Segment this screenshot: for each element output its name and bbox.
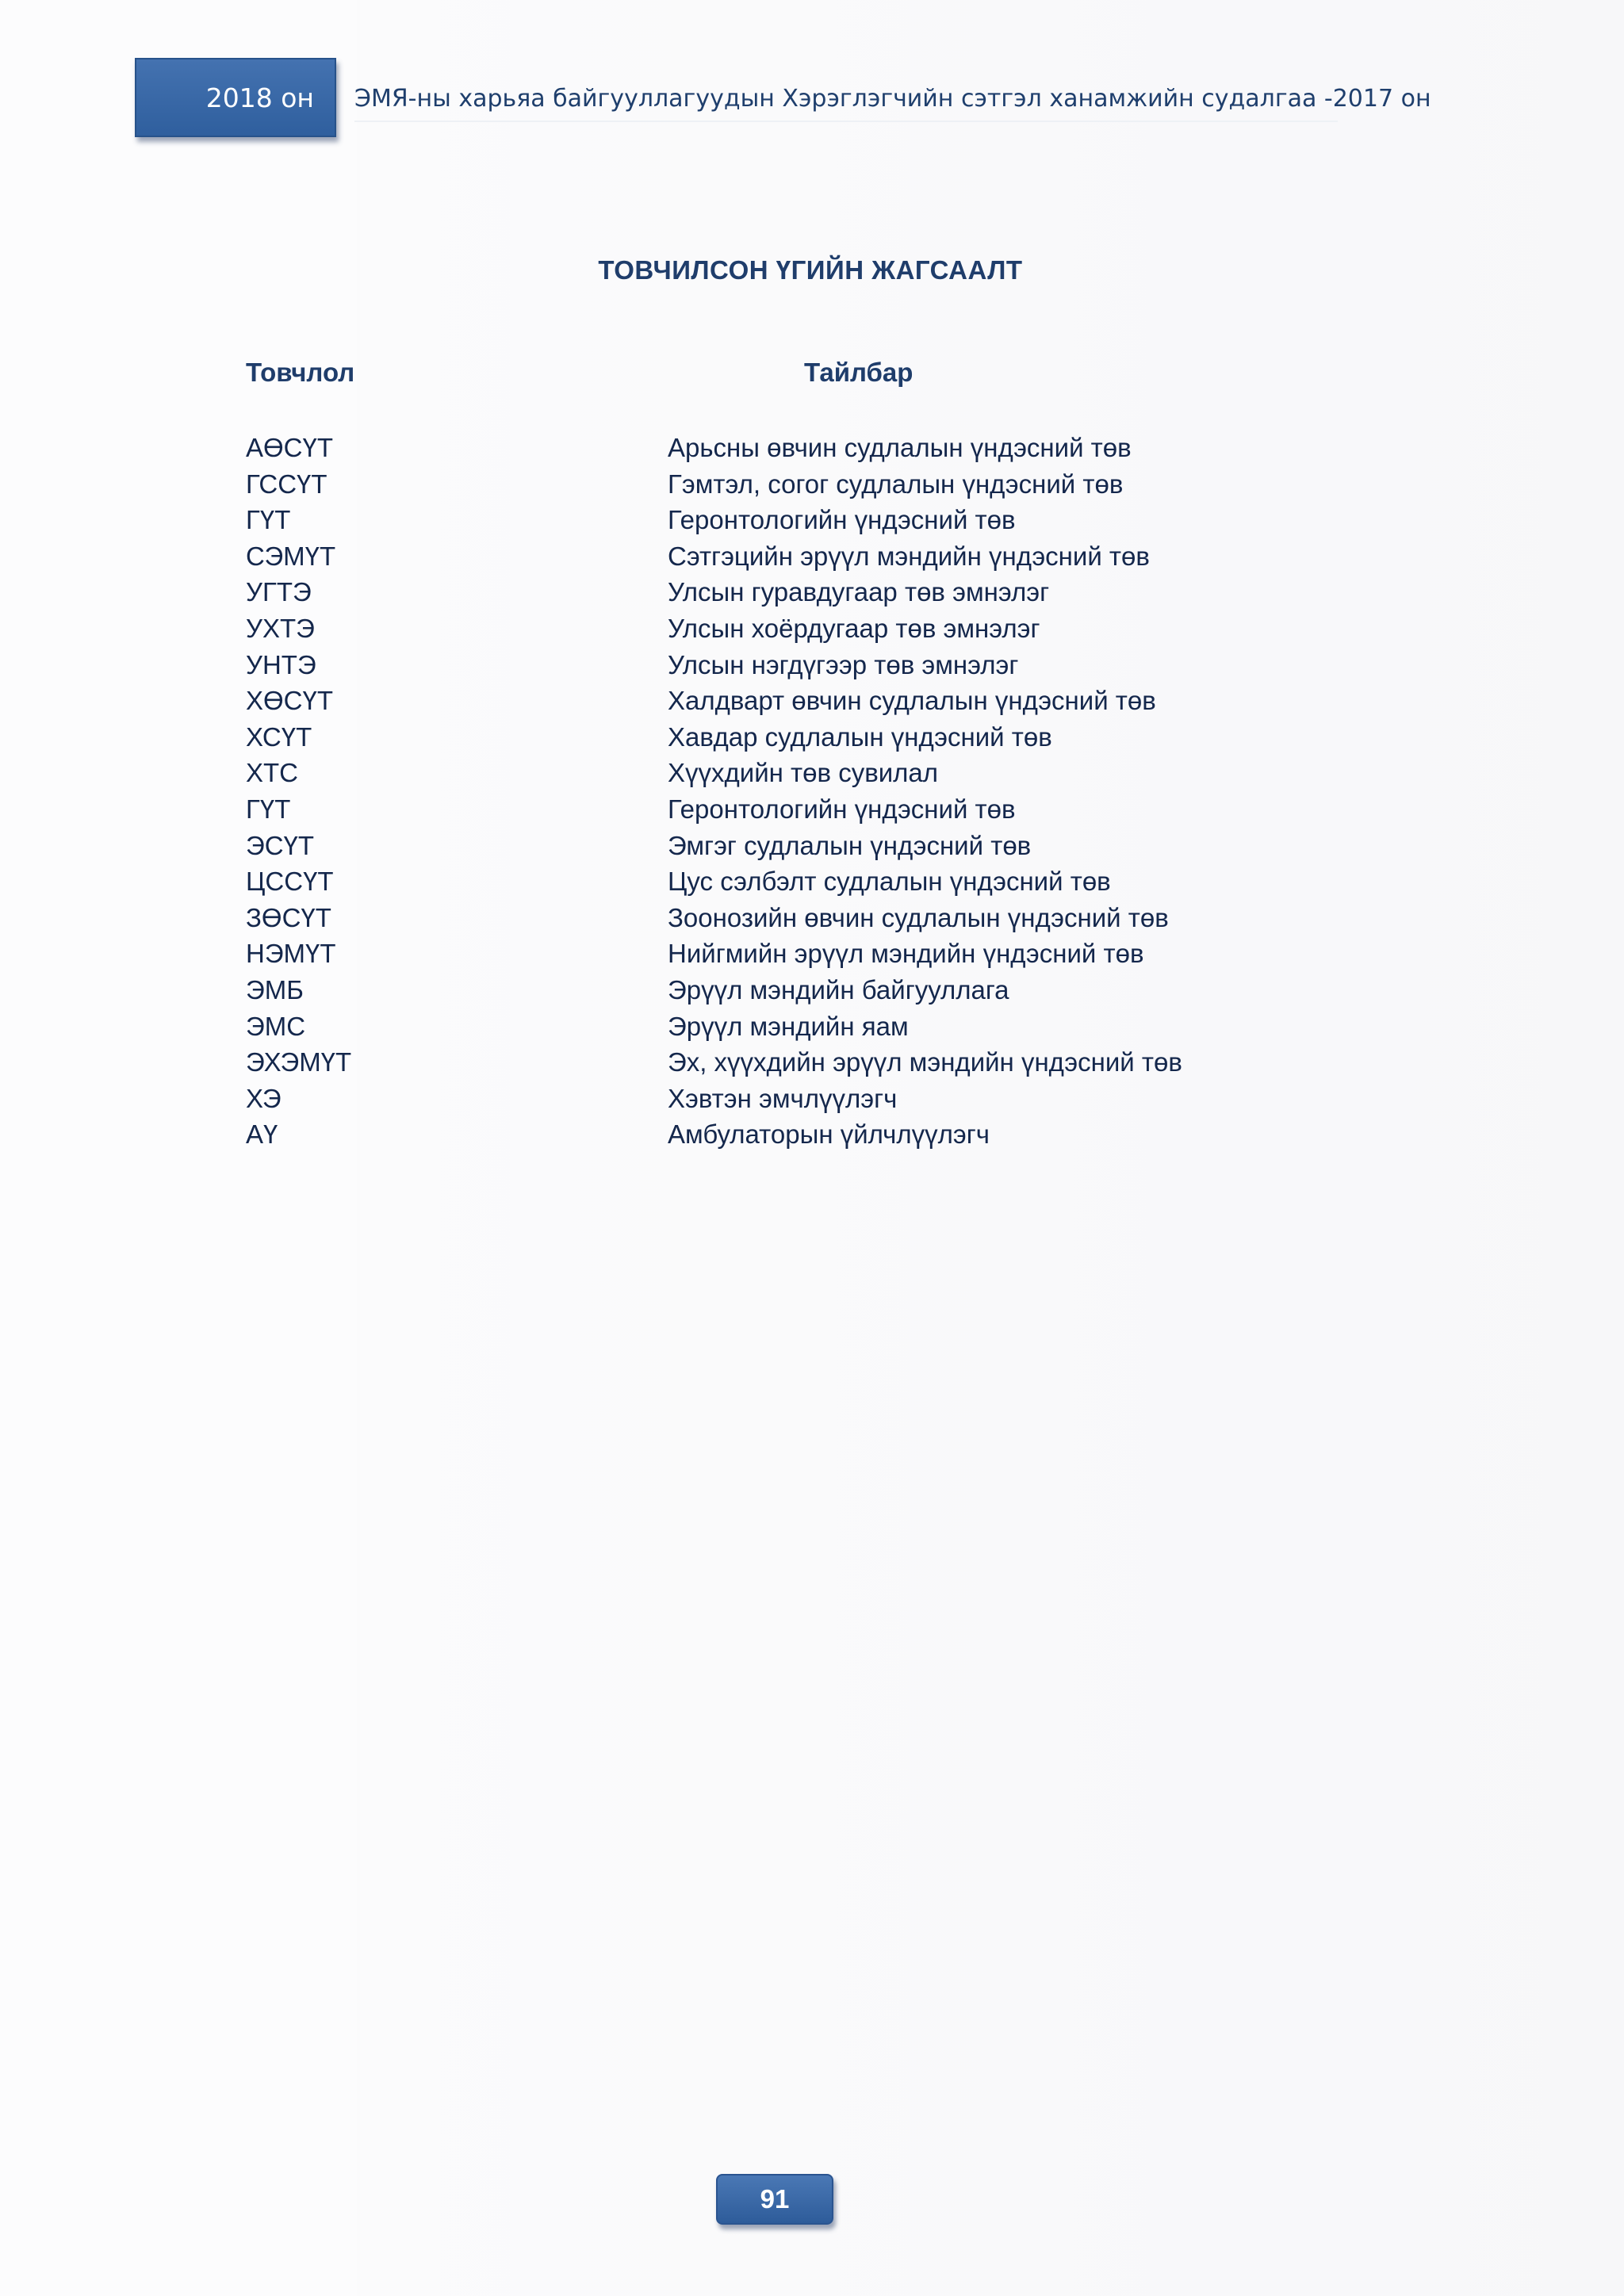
list-item (246, 647, 1515, 683)
abbreviation-definition: Эмгэг судлалын үндэсний төв (668, 830, 1032, 860)
page-number: 91 (760, 2184, 790, 2214)
abbreviation-definition: Арьсны өвчин судлалын үндэсний төв (668, 433, 1132, 462)
abbreviation-term: ХӨСҮТ (246, 686, 334, 716)
abbreviation-term: ЗӨСҮТ (246, 902, 331, 932)
header-divider (354, 121, 1338, 122)
list-item (246, 972, 1515, 1008)
abbreviation-term: ХТС (246, 758, 298, 788)
abbreviation-definition: Улсын хоёрдугаар төв эмнэлэг (668, 613, 1040, 643)
list-item (246, 1044, 1515, 1081)
list-item (246, 466, 1515, 503)
list-item (246, 1081, 1515, 1117)
abbreviation-term: ЦССҮТ (246, 867, 334, 897)
column-header-abbreviation: Товчлол (246, 358, 355, 387)
abbreviation-term: ЭХЭМҮТ (246, 1047, 352, 1077)
abbreviation-definition: Хавдар судлалын үндэсний төв (668, 721, 1052, 752)
list-item (246, 900, 1515, 936)
abbreviation-term: СЭМҮТ (246, 541, 336, 571)
header-year-text: 2018 он (205, 82, 314, 113)
abbreviation-definition: Улсын нэгдүгээр төв эмнэлэг (668, 649, 1019, 679)
list-item (246, 430, 1515, 466)
abbreviation-definition: Геронтологийн үндэсний төв (668, 505, 1016, 535)
abbreviation-list (246, 430, 1515, 1153)
abbreviation-term: ГССҮТ (246, 469, 327, 499)
abbreviation-term: ЭМС (246, 1011, 306, 1041)
abbreviation-term: ЭМБ (246, 974, 304, 1004)
document-title: ТОВЧИЛСОН ҮГИЙН ЖАГСААЛТ (598, 255, 1023, 285)
page-number-badge (716, 2174, 833, 2225)
abbreviation-definition: Цус сэлбэлт судлалын үндэсний төв (668, 867, 1111, 897)
list-item (246, 683, 1515, 719)
list-item (246, 936, 1515, 972)
abbreviation-term: УНТЭ (246, 649, 316, 679)
document-title-container (0, 255, 1624, 285)
abbreviation-definition: Хэвтэн эмчлүүлэгч (668, 1083, 898, 1113)
abbreviation-definition: Зоонозийн өвчин судлалын үндэсний төв (668, 902, 1169, 932)
abbreviation-definition: Геронтологийн үндэсний төв (668, 794, 1016, 824)
abbreviation-definition: Халдварт өвчин судлалын үндэсний төв (668, 686, 1156, 716)
header-title: ЭМЯ-ны харьяа байгууллагуудын Хэрэглэгчийн сэтгэл ханамжийн судалгаа -2017 он (354, 85, 1431, 113)
list-item (246, 610, 1515, 647)
list-item (246, 719, 1515, 756)
abbreviation-term: УХТЭ (246, 613, 315, 643)
abbreviation-definition: Гэмтэл, согог судлалын үндэсний төв (668, 469, 1124, 499)
abbreviation-term: АҮ (246, 1119, 278, 1150)
list-item (246, 863, 1515, 900)
abbreviation-definition: Эрүүл мэндийн яам (668, 1011, 909, 1041)
abbreviation-definition: Сэтгэцийн эрүүл мэндийн үндэсний төв (668, 541, 1150, 571)
abbreviation-term: УГТЭ (246, 577, 312, 607)
abbreviation-definition: Нийгмийн эрүүл мэндийн үндэсний төв (668, 939, 1144, 969)
abbreviation-term: ХСҮТ (246, 721, 312, 752)
list-item (246, 574, 1515, 610)
list-item (246, 1116, 1515, 1153)
column-header-description: Тайлбар (804, 358, 914, 387)
list-item (246, 502, 1515, 538)
abbreviation-term: ХЭ (246, 1083, 282, 1113)
list-item (246, 755, 1515, 791)
abbreviation-term: ГҮТ (246, 505, 291, 535)
header-year-badge (135, 58, 336, 137)
abbreviation-definition: Эрүүл мэндийн байгууллага (668, 974, 1009, 1004)
abbreviation-definition: Улсын гуравдугаар төв эмнэлэг (668, 577, 1050, 607)
list-item (246, 538, 1515, 575)
list-item (246, 1008, 1515, 1045)
abbreviation-term: АӨСҮТ (246, 433, 334, 462)
list-item (246, 828, 1515, 864)
abbreviation-definition: Хүүхдийн төв сувилал (668, 758, 939, 788)
abbreviation-term: ЭСҮТ (246, 830, 315, 860)
abbreviation-definition: Эх, хүүхдийн эрүүл мэндийн үндэсний төв (668, 1047, 1182, 1077)
abbreviation-term: НЭМҮТ (246, 939, 336, 969)
abbreviation-definition: Амбулаторын үйлчлүүлэгч (668, 1119, 990, 1150)
list-item (246, 791, 1515, 828)
abbreviation-term: ГҮТ (246, 794, 291, 824)
